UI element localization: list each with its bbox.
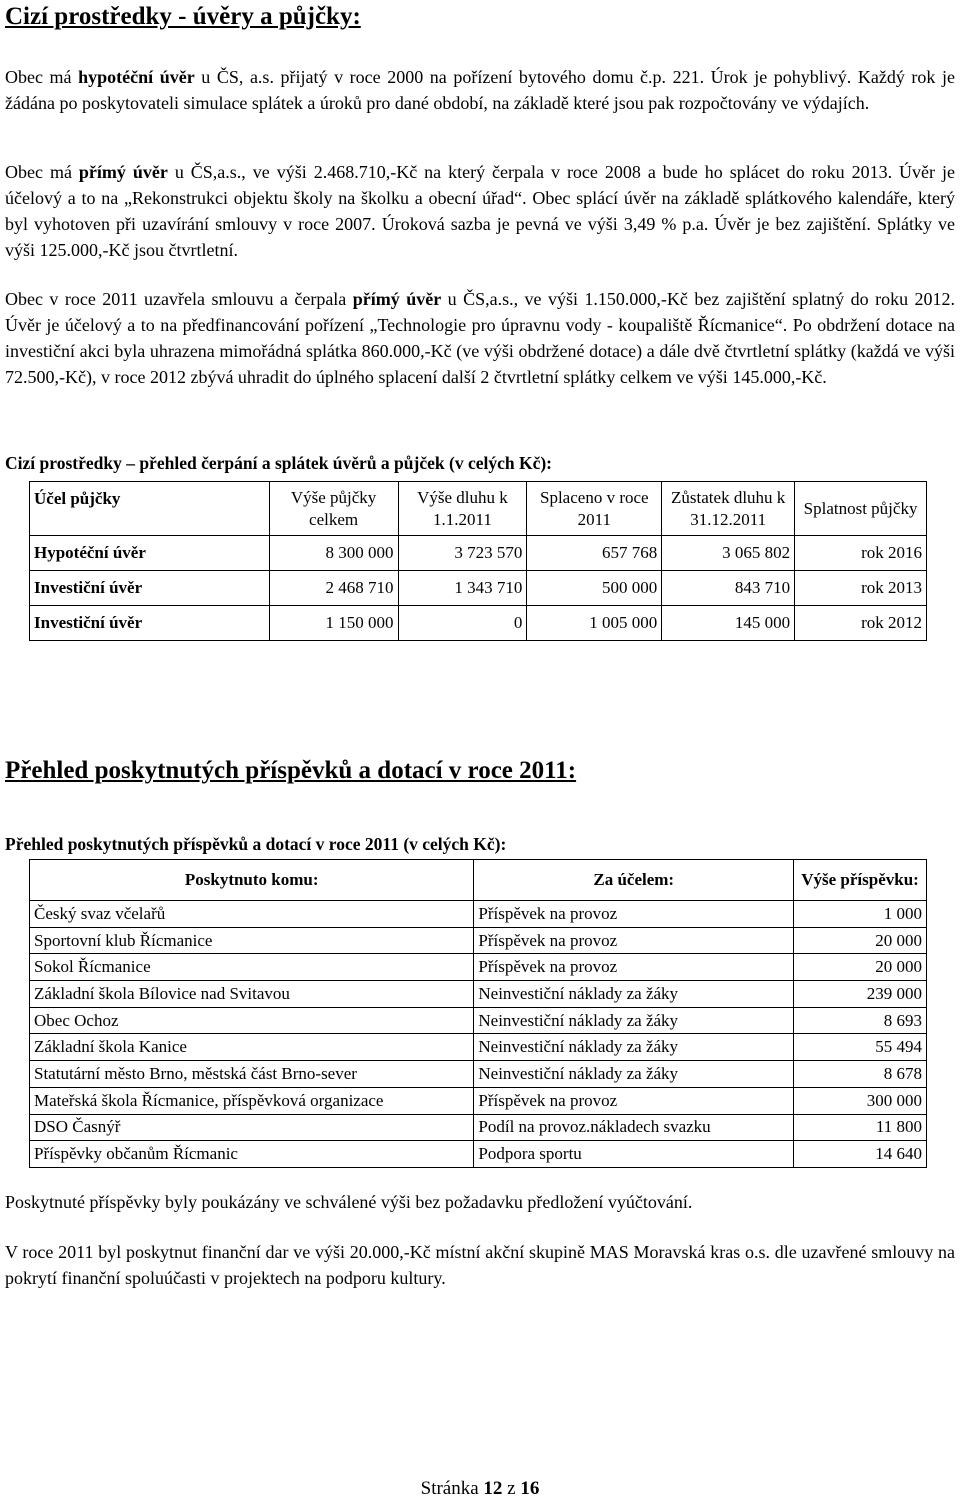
table-cell: 843 710 — [662, 571, 795, 606]
table-cell: Příspěvek na provoz — [474, 1087, 794, 1114]
table-cell: 8 678 — [794, 1061, 927, 1088]
grants-table-heading: Přehled poskytnutých příspěvků a dotací v roce 2011 (v celých Kč): — [5, 834, 507, 854]
column-header: Splaceno v roce 2011 — [527, 482, 662, 536]
table-cell: DSO Časnýř — [30, 1114, 474, 1141]
text: u ČS,a.s., ve výši 1.150.000,-Kč bez zajištění splatný do roku 2012. Úvěr je účelový a to na předfinancování pořízení „Technologie pro úpravnu vody - koupaliště Řícmanice“. Po obdržení dotace na investiční akci byla uhrazena mimořádná splátka 860.000,-Kč (ve výši obdržené dotace) a dále dvě čtvrtletní splátky (každá ve výši 72.500,-Kč), v roce 2012 zbývá uhradit do úplného splacení další 2 čtvrtletní splátky celkem ve výši 145.000,-Kč. — [5, 289, 956, 387]
current-page-number: 12 — [483, 1478, 503, 1499]
table-cell: Český svaz včelařů — [30, 901, 474, 928]
table-cell: 300 000 — [794, 1087, 927, 1114]
paragraph-direct-loan-2011 — [5, 286, 955, 390]
table-cell: Podíl na provoz.nákladech svazku — [474, 1114, 794, 1141]
column-header: Poskytnuto komu: — [30, 860, 474, 901]
text: u ČS,a.s., ve výši 2.468.710,-Kč na který čerpala v roce 2008 a bude ho splácet do roku 2013. Úvěr je účelový a to na „Rekonstrukci objektu školy na školku a obecní úřad“. Obec splácí úvěr na základě splátkového kalendáře, který byl vyhotoven při uzavírání smlouvy v roce 2007. Úroková sazba je pevná ve výši 3,49 % p.a. Úvěr je bez zajištění. Splátky ve výši 125.000,-Kč jsou čtvrtletní. — [5, 162, 956, 260]
table-cell: 11 800 — [794, 1114, 927, 1141]
footer-text: z — [502, 1478, 521, 1499]
table-row — [30, 981, 927, 1008]
table-cell: Neinvestiční náklady za žáky — [474, 1061, 794, 1088]
table-row — [30, 571, 927, 606]
table-cell: rok 2016 — [795, 536, 927, 571]
page-footer — [0, 1478, 960, 1500]
table-cell: 20 000 — [794, 927, 927, 954]
column-header: Zůstatek dluhu k 31.12.2011 — [662, 482, 795, 536]
table-cell: 2 468 710 — [269, 571, 398, 606]
table-row — [30, 1007, 927, 1034]
table-cell: Neinvestiční náklady za žáky — [474, 981, 794, 1008]
column-header: Výše příspěvku: — [794, 860, 927, 901]
text-bold: hypotéční úvěr — [78, 67, 195, 87]
table-cell: Mateřská škola Řícmanice, příspěvková organizace — [30, 1087, 474, 1114]
table-cell: Sokol Řícmanice — [30, 954, 474, 981]
table-cell: rok 2013 — [795, 571, 927, 606]
table-row — [30, 1087, 927, 1114]
text: Obec má — [5, 162, 79, 182]
table-cell: Investiční úvěr — [30, 606, 270, 641]
table-row — [30, 1114, 927, 1141]
table-cell: Základní škola Bílovice nad Svitavou — [30, 981, 474, 1008]
table-cell: 8 693 — [794, 1007, 927, 1034]
loans-table — [29, 481, 927, 641]
table-row — [30, 954, 927, 981]
table-cell: rok 2012 — [795, 606, 927, 641]
table-row — [30, 536, 927, 571]
paragraph-mortgage — [5, 64, 955, 116]
table-cell: 0 — [398, 606, 527, 641]
table-cell: Obec Ochoz — [30, 1007, 474, 1034]
table-cell: 3 065 802 — [662, 536, 795, 571]
table-cell: 1 343 710 — [398, 571, 527, 606]
table-cell: Podpora sportu — [474, 1141, 794, 1168]
table-cell: 55 494 — [794, 1034, 927, 1061]
table-cell: Příspěvek na provoz — [474, 927, 794, 954]
table-cell: 8 300 000 — [269, 536, 398, 571]
table-cell: 145 000 — [662, 606, 795, 641]
table-header-row — [30, 482, 927, 536]
section-title-grants: Přehled poskytnutých příspěvků a dotací v roce 2011: — [5, 757, 577, 784]
column-header: Výše dluhu k 1.1.2011 — [398, 482, 527, 536]
text: u ČS, a.s. přijatý v roce 2000 na pořízení bytového domu č.p. 221. Úrok je pohyblivý. Každý rok je žádána po poskytovateli simulace splátek a úroků pro dané období, na základě které jsou pak rozpočtovány ve výdajích. — [5, 67, 955, 113]
table-cell: Investiční úvěr — [30, 571, 270, 606]
table-cell: Příspěvek na provoz — [474, 901, 794, 928]
text: Obec v roce 2011 uzavřela smlouvu a čerpala — [5, 289, 353, 309]
table-cell: 657 768 — [527, 536, 662, 571]
table-cell: 14 640 — [794, 1141, 927, 1168]
table-cell: 1 005 000 — [527, 606, 662, 641]
table-cell: Statutární město Brno, městská část Brno-sever — [30, 1061, 474, 1088]
table-row — [30, 1034, 927, 1061]
table-row — [30, 1141, 927, 1168]
table-cell: Sportovní klub Řícmanice — [30, 927, 474, 954]
table-row — [30, 1061, 927, 1088]
table-cell: 239 000 — [794, 981, 927, 1008]
table-header-row — [30, 860, 927, 901]
table-cell: Hypotéční úvěr — [30, 536, 270, 571]
column-header: Splatnost půjčky — [795, 482, 927, 536]
column-header: Účel půjčky — [30, 482, 270, 536]
table-cell: Příspěvek na provoz — [474, 954, 794, 981]
text: Obec má — [5, 67, 79, 87]
section-title-loans: Cizí prostředky - úvěry a půjčky: — [5, 3, 361, 30]
total-page-count: 16 — [520, 1478, 540, 1499]
table-row — [30, 606, 927, 641]
table-row — [30, 927, 927, 954]
table-cell: Neinvestiční náklady za žáky — [474, 1007, 794, 1034]
column-header: Za účelem: — [474, 860, 794, 901]
table-cell: Příspěvky občanům Řícmanic — [30, 1141, 474, 1168]
loans-table-heading: Cizí prostředky – přehled čerpání a splátek úvěrů a půjček (v celých Kč): — [5, 453, 552, 473]
note-financial-gift: V roce 2011 byl poskytnut finanční dar ve výši 20.000,-Kč místní akční skupině MAS Moravská kras o.s. dle uzavřené smlouvy na pokrytí finanční spoluúčasti v projektech na podporu kultury. — [5, 1242, 955, 1288]
table-cell: 20 000 — [794, 954, 927, 981]
table-cell: 3 723 570 — [398, 536, 527, 571]
column-header: Výše půjčky celkem — [269, 482, 398, 536]
note-grants-paid: Poskytnuté příspěvky byly poukázány ve schválené výši bez požadavku předložení vyúčtování. — [5, 1192, 693, 1212]
table-row — [30, 901, 927, 928]
table-cell: Základní škola Kanice — [30, 1034, 474, 1061]
paragraph-direct-loan-2008 — [5, 159, 955, 263]
footer-text: Stránka — [420, 1478, 484, 1499]
grants-table — [29, 859, 927, 1168]
table-cell: Neinvestiční náklady za žáky — [474, 1034, 794, 1061]
text-bold: přímý úvěr — [78, 162, 168, 182]
text-bold: přímý úvěr — [352, 289, 442, 309]
table-cell: 1 000 — [794, 901, 927, 928]
table-cell: 500 000 — [527, 571, 662, 606]
table-cell: 1 150 000 — [269, 606, 398, 641]
